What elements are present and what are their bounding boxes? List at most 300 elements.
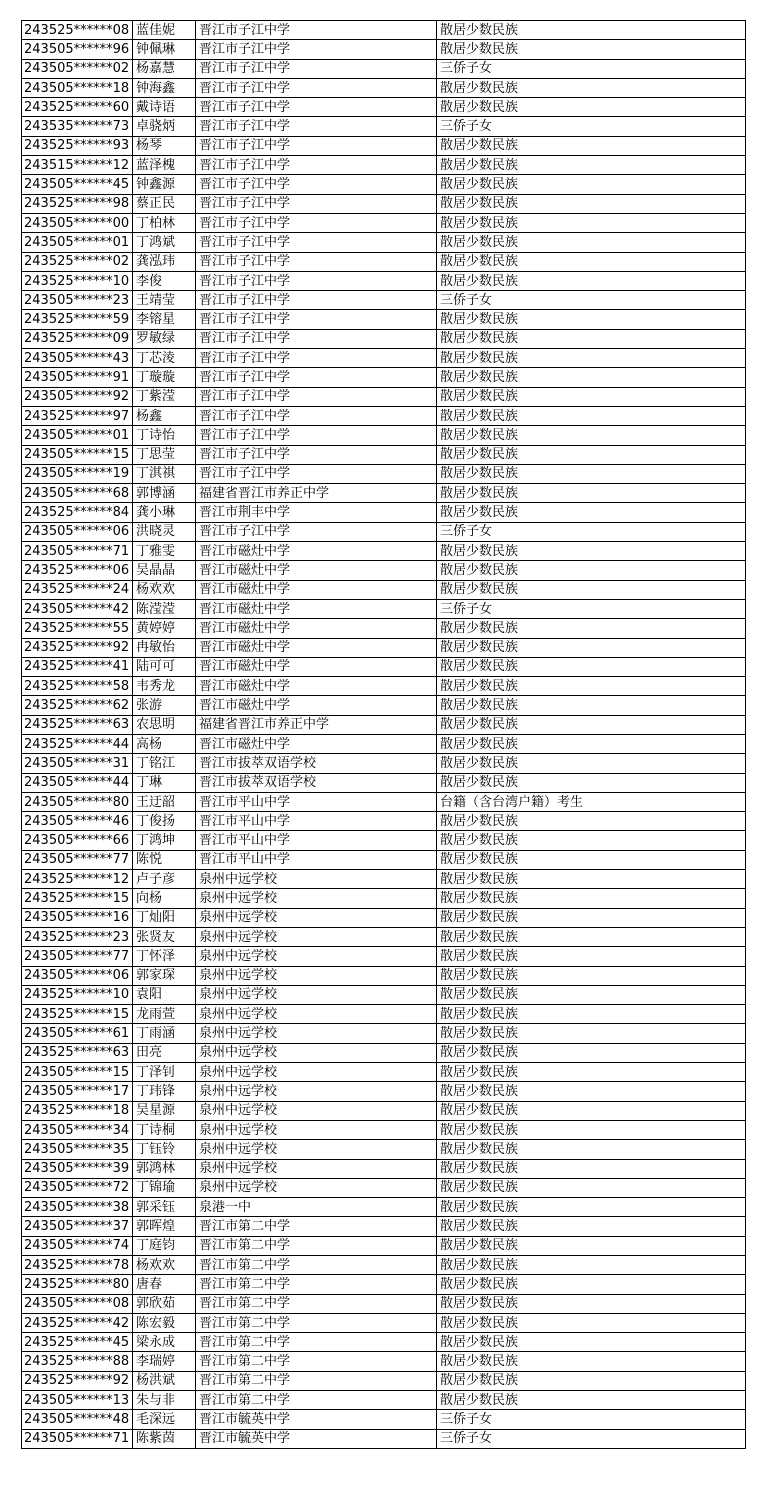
- school-cell: 泉州中远学校: [196, 1159, 437, 1178]
- student-name-cell: 丁柏林: [133, 213, 196, 232]
- category-cell: 散居少数民族: [437, 387, 746, 406]
- table-row: [22, 696, 746, 715]
- table-row: [22, 175, 746, 194]
- school-cell: 晋江市子江中学: [196, 156, 437, 175]
- table-row: [22, 985, 746, 1004]
- student-list-table: [21, 20, 746, 1449]
- student-name-cell: 冉敏怡: [133, 638, 196, 657]
- category-cell: 三侨子女: [437, 1429, 746, 1448]
- student-name-cell: 丁鸿斌: [133, 233, 196, 252]
- category-cell: 散居少数民族: [437, 98, 746, 117]
- student-name-cell: 袁阳: [133, 985, 196, 1004]
- student-name-cell: 丁琳: [133, 773, 196, 792]
- category-cell: 散居少数民族: [437, 1391, 746, 1410]
- table-row: [22, 1410, 746, 1429]
- category-cell: 三侨子女: [437, 1410, 746, 1429]
- table-row: [22, 908, 746, 927]
- student-name-cell: 丁庭钧: [133, 1236, 196, 1255]
- exam-id-cell: 243505******46: [22, 812, 133, 831]
- school-cell: 泉州中远学校: [196, 947, 437, 966]
- school-cell: 晋江市第二中学: [196, 1256, 437, 1275]
- student-name-cell: 丁诗怡: [133, 426, 196, 445]
- category-cell: 散居少数民族: [437, 503, 746, 522]
- student-name-cell: 罗敏绿: [133, 329, 196, 348]
- exam-id-cell: 243525******42: [22, 1313, 133, 1332]
- exam-id-cell: 243505******06: [22, 966, 133, 985]
- table-row: [22, 40, 746, 59]
- school-cell: 晋江市第二中学: [196, 1217, 437, 1236]
- table-row: [22, 522, 746, 541]
- category-cell: 散居少数民族: [437, 368, 746, 387]
- school-cell: 晋江市子江中学: [196, 233, 437, 252]
- exam-id-cell: 243525******98: [22, 194, 133, 213]
- category-cell: 散居少数民族: [437, 561, 746, 580]
- category-cell: 散居少数民族: [437, 40, 746, 59]
- table-row: [22, 734, 746, 753]
- table-row: [22, 21, 746, 40]
- school-cell: 晋江市子江中学: [196, 21, 437, 40]
- table-row: [22, 1352, 746, 1371]
- school-cell: 晋江市子江中学: [196, 40, 437, 59]
- table-row: [22, 291, 746, 310]
- exam-id-cell: 243525******02: [22, 252, 133, 271]
- table-row: [22, 213, 746, 232]
- category-cell: 散居少数民族: [437, 445, 746, 464]
- exam-id-cell: 243525******60: [22, 98, 133, 117]
- student-name-cell: 蓝泽槐: [133, 156, 196, 175]
- school-cell: 泉州中远学校: [196, 870, 437, 889]
- category-cell: 散居少数民族: [437, 542, 746, 561]
- student-name-cell: 丁钰铃: [133, 1140, 196, 1159]
- table-row: [22, 1159, 746, 1178]
- table-row: [22, 1140, 746, 1159]
- student-name-cell: 丁锦瑜: [133, 1178, 196, 1197]
- table-row: [22, 599, 746, 618]
- exam-id-cell: 243505******68: [22, 484, 133, 503]
- student-name-cell: 郭博涵: [133, 484, 196, 503]
- student-name-cell: 田亮: [133, 1043, 196, 1062]
- school-cell: 泉州中远学校: [196, 927, 437, 946]
- table-row: [22, 1371, 746, 1390]
- table-row: [22, 889, 746, 908]
- table-row: [22, 194, 746, 213]
- school-cell: 晋江市子江中学: [196, 329, 437, 348]
- student-name-cell: 钟海鑫: [133, 78, 196, 97]
- school-cell: 晋江市子江中学: [196, 59, 437, 78]
- school-cell: 晋江市子江中学: [196, 522, 437, 541]
- student-name-cell: 向杨: [133, 889, 196, 908]
- table-row: [22, 445, 746, 464]
- exam-id-cell: 243505******02: [22, 59, 133, 78]
- school-cell: 泉州中远学校: [196, 966, 437, 985]
- table-row: [22, 271, 746, 290]
- table-row: [22, 117, 746, 136]
- table-row: [22, 349, 746, 368]
- category-cell: 散居少数民族: [437, 78, 746, 97]
- exam-id-cell: 243505******08: [22, 1294, 133, 1313]
- category-cell: 散居少数民族: [437, 619, 746, 638]
- exam-id-cell: 243505******92: [22, 387, 133, 406]
- exam-id-cell: 243525******23: [22, 927, 133, 946]
- exam-id-cell: 243525******09: [22, 329, 133, 348]
- exam-id-cell: 243505******66: [22, 831, 133, 850]
- category-cell: 散居少数民族: [437, 850, 746, 869]
- exam-id-cell: 243525******10: [22, 271, 133, 290]
- exam-id-cell: 243505******17: [22, 1082, 133, 1101]
- exam-id-cell: 243525******15: [22, 889, 133, 908]
- exam-id-cell: 243505******74: [22, 1236, 133, 1255]
- exam-id-cell: 243525******55: [22, 619, 133, 638]
- school-cell: 晋江市子江中学: [196, 349, 437, 368]
- table-row: [22, 1198, 746, 1217]
- exam-id-cell: 243525******97: [22, 406, 133, 425]
- school-cell: 晋江市第二中学: [196, 1352, 437, 1371]
- table-row: [22, 1082, 746, 1101]
- school-cell: 晋江市子江中学: [196, 368, 437, 387]
- exam-id-cell: 243525******80: [22, 1275, 133, 1294]
- category-cell: 散居少数民族: [437, 1371, 746, 1390]
- exam-id-cell: 243505******23: [22, 291, 133, 310]
- table-row: [22, 657, 746, 676]
- exam-id-cell: 243525******78: [22, 1256, 133, 1275]
- category-cell: 散居少数民族: [437, 349, 746, 368]
- student-name-cell: 陈紫茵: [133, 1429, 196, 1448]
- student-name-cell: 郭晖煌: [133, 1217, 196, 1236]
- exam-id-cell: 243525******58: [22, 677, 133, 696]
- school-cell: 晋江市子江中学: [196, 445, 437, 464]
- exam-id-cell: 243505******01: [22, 233, 133, 252]
- student-name-cell: 杨鑫: [133, 406, 196, 425]
- exam-id-cell: 243525******63: [22, 1043, 133, 1062]
- exam-id-cell: 243505******31: [22, 754, 133, 773]
- table-row: [22, 78, 746, 97]
- school-cell: 晋江市磁灶中学: [196, 619, 437, 638]
- student-name-cell: 高杨: [133, 734, 196, 753]
- exam-id-cell: 243505******44: [22, 773, 133, 792]
- category-cell: 散居少数民族: [437, 1198, 746, 1217]
- category-cell: 散居少数民族: [437, 329, 746, 348]
- table-row: [22, 387, 746, 406]
- category-cell: 散居少数民族: [437, 1159, 746, 1178]
- student-name-cell: 韦秀龙: [133, 677, 196, 696]
- table-row: [22, 1236, 746, 1255]
- exam-id-cell: 243525******62: [22, 696, 133, 715]
- exam-id-cell: 243505******18: [22, 78, 133, 97]
- exam-id-cell: 243525******12: [22, 870, 133, 889]
- category-cell: 散居少数民族: [437, 1024, 746, 1043]
- school-cell: 晋江市子江中学: [196, 406, 437, 425]
- category-cell: 散居少数民族: [437, 677, 746, 696]
- category-cell: 散居少数民族: [437, 406, 746, 425]
- school-cell: 晋江市子江中学: [196, 426, 437, 445]
- school-cell: 晋江市磁灶中学: [196, 542, 437, 561]
- student-name-cell: 唐春: [133, 1275, 196, 1294]
- student-name-cell: 杨琴: [133, 136, 196, 155]
- student-name-cell: 丁雨涵: [133, 1024, 196, 1043]
- exam-id-cell: 243505******15: [22, 445, 133, 464]
- category-cell: 散居少数民族: [437, 889, 746, 908]
- student-name-cell: 郭欣茹: [133, 1294, 196, 1313]
- category-cell: 散居少数民族: [437, 812, 746, 831]
- table-row: [22, 677, 746, 696]
- student-name-cell: 丁淇祺: [133, 464, 196, 483]
- exam-id-cell: 243505******45: [22, 175, 133, 194]
- exam-id-cell: 243505******15: [22, 1063, 133, 1082]
- school-cell: 晋江市第二中学: [196, 1236, 437, 1255]
- category-cell: 散居少数民族: [437, 1217, 746, 1236]
- table-row: [22, 426, 746, 445]
- table-row: [22, 1120, 746, 1139]
- table-row: [22, 59, 746, 78]
- school-cell: 晋江市第二中学: [196, 1313, 437, 1332]
- category-cell: 散居少数民族: [437, 136, 746, 155]
- table-row: [22, 831, 746, 850]
- student-name-cell: 李俊: [133, 271, 196, 290]
- category-cell: 散居少数民族: [437, 1120, 746, 1139]
- table-row: [22, 1063, 746, 1082]
- school-cell: 晋江市第二中学: [196, 1333, 437, 1352]
- category-cell: 三侨子女: [437, 599, 746, 618]
- student-name-cell: 丁芯淩: [133, 349, 196, 368]
- school-cell: 晋江市磁灶中学: [196, 599, 437, 618]
- school-cell: 晋江市第二中学: [196, 1391, 437, 1410]
- school-cell: 晋江市子江中学: [196, 175, 437, 194]
- school-cell: 泉州中远学校: [196, 1024, 437, 1043]
- student-name-cell: 龚泓玮: [133, 252, 196, 271]
- table-row: [22, 812, 746, 831]
- exam-id-cell: 243505******42: [22, 599, 133, 618]
- table-row: [22, 156, 746, 175]
- exam-id-cell: 243525******10: [22, 985, 133, 1004]
- student-name-cell: 陈悦: [133, 850, 196, 869]
- student-name-cell: 郭采钰: [133, 1198, 196, 1217]
- table-row: [22, 870, 746, 889]
- school-cell: 晋江市毓英中学: [196, 1410, 437, 1429]
- school-cell: 晋江市毓英中学: [196, 1429, 437, 1448]
- student-name-cell: 丁灿阳: [133, 908, 196, 927]
- table-row: [22, 947, 746, 966]
- exam-id-cell: 243505******71: [22, 1429, 133, 1448]
- category-cell: 散居少数民族: [437, 194, 746, 213]
- student-name-cell: 钟佩琳: [133, 40, 196, 59]
- category-cell: 散居少数民族: [437, 464, 746, 483]
- table-row: [22, 310, 746, 329]
- school-cell: 晋江市荆丰中学: [196, 503, 437, 522]
- category-cell: 散居少数民族: [437, 1313, 746, 1332]
- category-cell: 散居少数民族: [437, 1352, 746, 1371]
- exam-id-cell: 243525******93: [22, 136, 133, 155]
- student-name-cell: 丁铭江: [133, 754, 196, 773]
- school-cell: 晋江市平山中学: [196, 850, 437, 869]
- student-name-cell: 郭鸿林: [133, 1159, 196, 1178]
- table-row: [22, 966, 746, 985]
- school-cell: 泉州中远学校: [196, 1120, 437, 1139]
- table-row: [22, 1313, 746, 1332]
- category-cell: 散居少数民族: [437, 734, 746, 753]
- category-cell: 散居少数民族: [437, 1043, 746, 1062]
- category-cell: 散居少数民族: [437, 754, 746, 773]
- student-name-cell: 卓骁炳: [133, 117, 196, 136]
- student-name-cell: 梁永成: [133, 1333, 196, 1352]
- school-cell: 晋江市子江中学: [196, 78, 437, 97]
- exam-id-cell: 243505******16: [22, 908, 133, 927]
- student-name-cell: 吴星源: [133, 1101, 196, 1120]
- student-name-cell: 王靖莹: [133, 291, 196, 310]
- student-name-cell: 郭家琛: [133, 966, 196, 985]
- student-name-cell: 丁俊扬: [133, 812, 196, 831]
- exam-id-cell: 243505******91: [22, 368, 133, 387]
- exam-id-cell: 243525******88: [22, 1352, 133, 1371]
- table-row: [22, 1333, 746, 1352]
- exam-id-cell: 243525******45: [22, 1333, 133, 1352]
- exam-id-cell: 243505******48: [22, 1410, 133, 1429]
- school-cell: 晋江市磁灶中学: [196, 677, 437, 696]
- student-name-cell: 龚小琳: [133, 503, 196, 522]
- exam-id-cell: 243525******18: [22, 1101, 133, 1120]
- student-name-cell: 李瑞婷: [133, 1352, 196, 1371]
- category-cell: 散居少数民族: [437, 831, 746, 850]
- table-row: [22, 368, 746, 387]
- school-cell: 晋江市子江中学: [196, 387, 437, 406]
- exam-id-cell: 243505******00: [22, 213, 133, 232]
- student-name-cell: 蔡正民: [133, 194, 196, 213]
- school-cell: 晋江市磁灶中学: [196, 657, 437, 676]
- exam-id-cell: 243505******35: [22, 1140, 133, 1159]
- table-row: [22, 792, 746, 811]
- student-name-cell: 丁泽钊: [133, 1063, 196, 1082]
- table-row: [22, 98, 746, 117]
- category-cell: 散居少数民族: [437, 426, 746, 445]
- table-row: [22, 503, 746, 522]
- school-cell: 晋江市磁灶中学: [196, 638, 437, 657]
- school-cell: 晋江市拔萃双语学校: [196, 754, 437, 773]
- category-cell: 三侨子女: [437, 522, 746, 541]
- student-name-cell: 钟鑫源: [133, 175, 196, 194]
- school-cell: 晋江市平山中学: [196, 792, 437, 811]
- table-row: [22, 136, 746, 155]
- exam-id-cell: 243505******43: [22, 349, 133, 368]
- category-cell: 散居少数民族: [437, 657, 746, 676]
- school-cell: 晋江市磁灶中学: [196, 734, 437, 753]
- category-cell: 散居少数民族: [437, 696, 746, 715]
- table-row: [22, 1101, 746, 1120]
- exam-id-cell: 243525******08: [22, 21, 133, 40]
- exam-id-cell: 243505******80: [22, 792, 133, 811]
- student-name-cell: 吴晶晶: [133, 561, 196, 580]
- category-cell: 散居少数民族: [437, 1236, 746, 1255]
- school-cell: 福建省晋江市养正中学: [196, 484, 437, 503]
- exam-id-cell: 243505******06: [22, 522, 133, 541]
- student-name-cell: 王迂韶: [133, 792, 196, 811]
- school-cell: 晋江市平山中学: [196, 812, 437, 831]
- table-row: [22, 1043, 746, 1062]
- student-name-cell: 丁怀泽: [133, 947, 196, 966]
- category-cell: 散居少数民族: [437, 773, 746, 792]
- category-cell: 散居少数民族: [437, 1140, 746, 1159]
- school-cell: 泉州中远学校: [196, 1082, 437, 1101]
- category-cell: 散居少数民族: [437, 1082, 746, 1101]
- table-row: [22, 484, 746, 503]
- table-row: [22, 580, 746, 599]
- exam-id-cell: 243505******71: [22, 542, 133, 561]
- table-row: [22, 1005, 746, 1024]
- school-cell: 晋江市子江中学: [196, 98, 437, 117]
- school-cell: 晋江市子江中学: [196, 464, 437, 483]
- table-row: [22, 715, 746, 734]
- category-cell: 散居少数民族: [437, 1333, 746, 1352]
- category-cell: 散居少数民族: [437, 715, 746, 734]
- school-cell: 晋江市拔萃双语学校: [196, 773, 437, 792]
- exam-id-cell: 243505******77: [22, 850, 133, 869]
- category-cell: 散居少数民族: [437, 908, 746, 927]
- student-name-cell: 杨欢欢: [133, 1256, 196, 1275]
- exam-id-cell: 243505******19: [22, 464, 133, 483]
- school-cell: 泉州中远学校: [196, 1063, 437, 1082]
- category-cell: 三侨子女: [437, 291, 746, 310]
- table-row: [22, 754, 746, 773]
- student-name-cell: 农思明: [133, 715, 196, 734]
- category-cell: 散居少数民族: [437, 1294, 746, 1313]
- student-name-cell: 张贤友: [133, 927, 196, 946]
- category-cell: 散居少数民族: [437, 1101, 746, 1120]
- school-cell: 晋江市磁灶中学: [196, 561, 437, 580]
- school-cell: 晋江市子江中学: [196, 213, 437, 232]
- student-name-cell: 丁璇璇: [133, 368, 196, 387]
- table-row: [22, 1178, 746, 1197]
- student-list-body: [22, 21, 746, 1449]
- student-name-cell: 洪晓灵: [133, 522, 196, 541]
- category-cell: 散居少数民族: [437, 966, 746, 985]
- school-cell: 泉州中远学校: [196, 985, 437, 1004]
- table-row: [22, 1391, 746, 1410]
- exam-id-cell: 243525******41: [22, 657, 133, 676]
- category-cell: 三侨子女: [437, 59, 746, 78]
- table-row: [22, 329, 746, 348]
- table-row: [22, 1217, 746, 1236]
- exam-id-cell: 243525******92: [22, 1371, 133, 1390]
- table-row: [22, 638, 746, 657]
- category-cell: 散居少数民族: [437, 985, 746, 1004]
- exam-id-cell: 243505******38: [22, 1198, 133, 1217]
- school-cell: 晋江市子江中学: [196, 291, 437, 310]
- table-row: [22, 619, 746, 638]
- category-cell: 三侨子女: [437, 117, 746, 136]
- exam-id-cell: 243515******12: [22, 156, 133, 175]
- category-cell: 散居少数民族: [437, 947, 746, 966]
- school-cell: 福建省晋江市养正中学: [196, 715, 437, 734]
- student-name-cell: 黄婷婷: [133, 619, 196, 638]
- table-row: [22, 1256, 746, 1275]
- exam-id-cell: 243505******37: [22, 1217, 133, 1236]
- school-cell: 泉州中远学校: [196, 1140, 437, 1159]
- table-row: [22, 773, 746, 792]
- exam-id-cell: 243525******15: [22, 1005, 133, 1024]
- exam-id-cell: 243505******61: [22, 1024, 133, 1043]
- school-cell: 晋江市第二中学: [196, 1294, 437, 1313]
- school-cell: 泉州中远学校: [196, 1005, 437, 1024]
- student-name-cell: 陆可可: [133, 657, 196, 676]
- category-cell: 散居少数民族: [437, 271, 746, 290]
- student-name-cell: 杨嘉慧: [133, 59, 196, 78]
- school-cell: 晋江市子江中学: [196, 252, 437, 271]
- category-cell: 散居少数民族: [437, 580, 746, 599]
- student-name-cell: 丁紫滢: [133, 387, 196, 406]
- category-cell: 散居少数民族: [437, 870, 746, 889]
- student-name-cell: 丁雅雯: [133, 542, 196, 561]
- exam-id-cell: 243525******44: [22, 734, 133, 753]
- category-cell: 散居少数民族: [437, 310, 746, 329]
- category-cell: 散居少数民族: [437, 927, 746, 946]
